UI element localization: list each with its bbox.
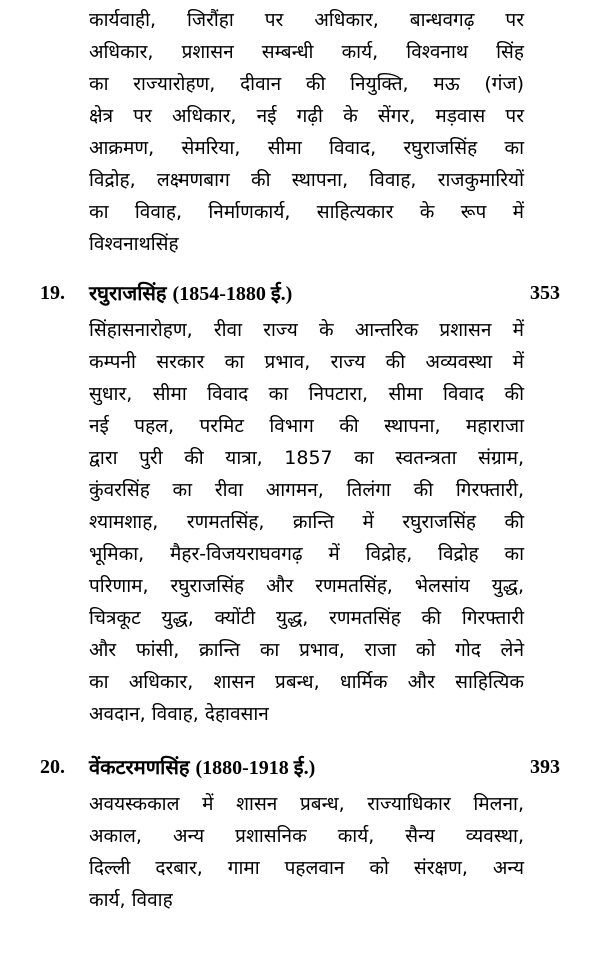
chapter-number: 19. [40, 282, 65, 304]
text-line: परिणाम, रघुराजसिंह और रणमतसिंह, भेलसांय युद्ध, [89, 575, 524, 597]
chapter-years: (1854-1880 ई.) [172, 283, 293, 305]
text-line: का अधिकार, शासन प्रबन्ध, धार्मिक और साहित्यिक [89, 671, 524, 693]
text-line: कार्य, विवाह [89, 889, 173, 911]
text-line: अकाल, अन्य प्रशासनिक कार्य, सैन्य व्यवस्था, [89, 825, 524, 847]
text-line: अधिकार, प्रशासन सम्बन्धी कार्य, विश्वनाथ सिंह [89, 41, 524, 63]
text-line: सिंहासनारोहण, रीवा राज्य के आन्तरिक प्रशासन में [89, 319, 524, 341]
text-line: द्वारा पुरी की यात्रा, 1857 का स्वतन्त्रता संग्राम, [89, 447, 524, 469]
text-line: अवदान, विवाह, देहावसान [89, 703, 269, 725]
chapter-20-topics [89, 788, 524, 916]
chapter-title [89, 276, 292, 311]
chapter-years: (1880-1918 ई.) [195, 757, 316, 779]
chapter-page-number: 393 [530, 756, 560, 778]
text-line: अवयस्ककाल में शासन प्रबन्ध, राज्याधिकार मिलना, [89, 793, 524, 815]
text-line: कुंवरसिंह का रीवा आगमन, तिलंगा की गिरफ्तारी, [89, 479, 524, 501]
text-line: कार्यवाही, जिरौंहा पर अधिकार, बान्धवगढ़ पर [89, 9, 524, 31]
text-line: कम्पनी सरकार का प्रभाव, राज्य की अव्यवस्था में [89, 351, 524, 373]
text-line: आक्रमण, सेमरिया, सीमा विवाद, रघुराजसिंह का [89, 137, 524, 159]
text-line: चित्रकूट युद्ध, क्योंटी युद्ध, रणमतसिंह की गिरफ्तारी [89, 607, 524, 629]
text-line: विश्वनाथसिंह [89, 233, 179, 255]
text-line: विद्रोह, लक्ष्मणबाग की स्थापना, विवाह, राजकुमारियों [89, 169, 524, 191]
chapter-name: वेंकटरमणसिंह [89, 755, 190, 779]
chapter-name: रघुराजसिंह [89, 281, 167, 305]
continued-section-text [89, 4, 524, 260]
text-line: क्षेत्र पर अधिकार, नई गढ़ी के सेंगर, मड़वास पर [89, 105, 524, 127]
chapter-number: 20. [40, 756, 65, 778]
text-line: का विवाह, निर्माणकार्य, साहित्यकार के रूप में [89, 201, 524, 223]
text-line: और फांसी, क्रान्ति का प्रभाव, राजा को गोद लेने [89, 639, 524, 661]
text-line: नई पहल, परमिट विभाग की स्थापना, महाराजा [89, 415, 524, 437]
text-line: सुधार, सीमा विवाद का निपटारा, सीमा विवाद की [89, 383, 524, 405]
text-line: भूमिका, मैहर-विजयराघवगढ़ में विद्रोह, विद्रोह का [89, 543, 524, 565]
text-line: दिल्ली दरबार, गामा पहलवान को संरक्षण, अन्य [89, 857, 524, 879]
chapter-heading-20 [40, 750, 560, 784]
text-line: श्यामशाह, रणमतसिंह, क्रान्ति में रघुराजसिंह की [89, 511, 524, 533]
chapter-page-number: 353 [530, 282, 560, 304]
chapter-title [89, 750, 315, 785]
text-line: का राज्यारोहण, दीवान की नियुक्ति, मऊ (गंज) [89, 73, 524, 95]
chapter-heading-19 [40, 276, 560, 310]
chapter-19-topics [89, 314, 524, 730]
